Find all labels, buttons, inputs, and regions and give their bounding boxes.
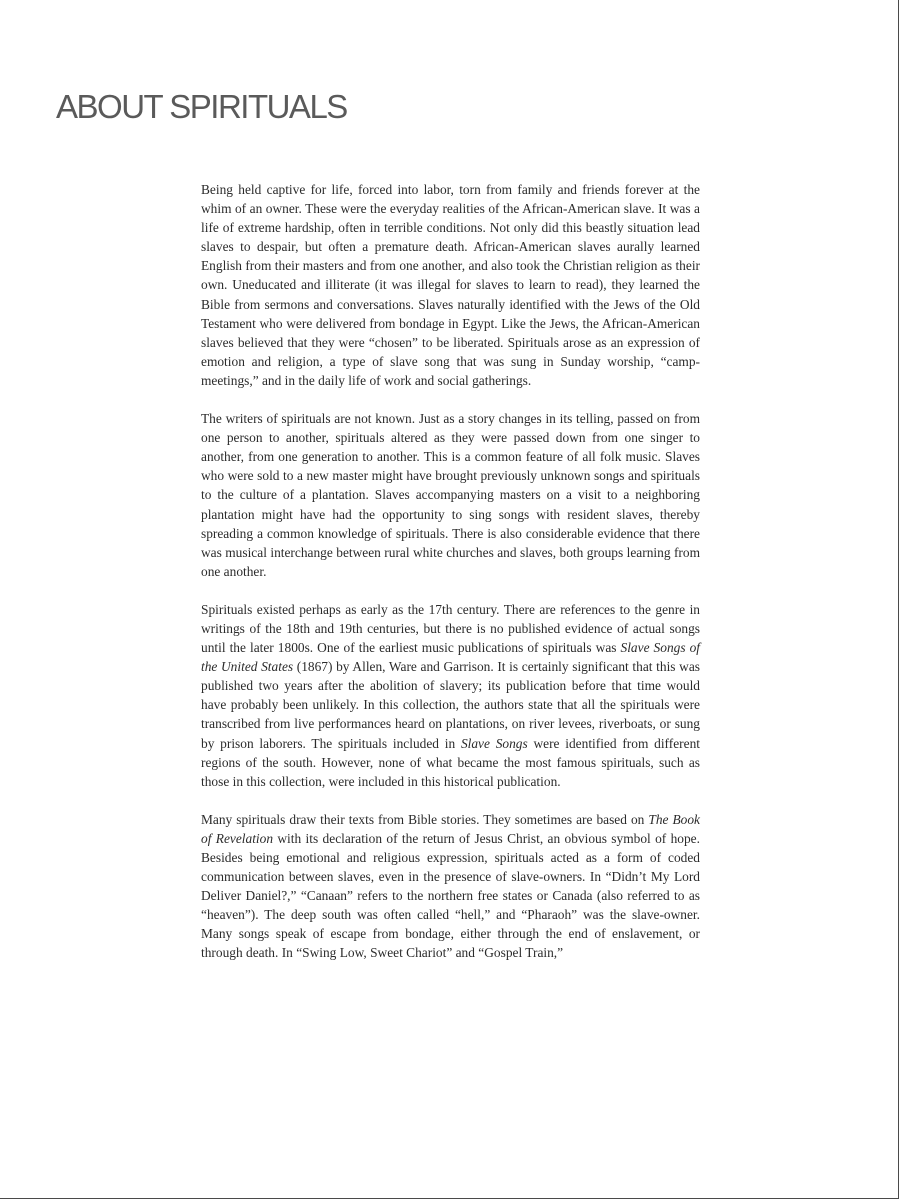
paragraph-text: The writers of spirituals are not known. Just as a story changes in its telling, passed on from one person to another, spirituals altered as they were passed down from one singer to another, from one generation to another. This is a common feature of all folk music. Slaves who were sold to a new master might have brought previously unknown songs and spirituals to the culture of a plantation. Slaves accompanying masters on a visit to a neighboring plantation might have had the opportunity to sing songs with resident slaves, thereby spreading a common knowledge of spirituals. There is also considerable evidence that there was musical interchange between rural white churches and slaves, both groups learning from one another. — [201, 411, 700, 579]
paragraph-text: were identified from different regions of the south. However, none of what became the most famous spirituals, such as those in this collection, were included in this historical publication. — [201, 735, 700, 789]
paragraph-text: (1867) by Allen, Ware and Garrison. It is certainly significant that this was published two years after the abolition of slavery; its publication before that time would have probably been unlikely. In this collection, the authors state that all the spirituals were transcribed from live performances heard on plantations, on river levees, riverboats, or sung by prison laborers. The spirituals included in — [201, 659, 700, 751]
book-title-italic: The Book of Revelation — [201, 811, 700, 846]
book-title-italic: Slave Songs of the United States — [201, 640, 700, 675]
paragraph-text: Spirituals existed perhaps as early as the 17th century. There are references to the genre in writings of the 18th and 19th centuries, but there is no published evidence of actual songs until the later 1800s. One of the earliest music publications of spirituals was — [201, 601, 700, 656]
page-title: ABOUT SPIRITUALS — [56, 88, 347, 125]
paragraph-2 — [201, 409, 700, 581]
paragraph-1 — [201, 180, 700, 390]
paragraph-3 — [201, 600, 700, 791]
paragraph-text: Being held captive for life, forced into labor, torn from family and friends forever at the whim of an owner. These were the everyday realities of the African-American slave. It was a life of extreme hardship, often in terrible conditions. Not only did this beastly situation lead slaves to despair, but often a premature death. African-American slaves aurally learned English from their masters and from one another, and also took the Christian religion as their own. Uneducated and illiterate (it was illegal for slaves to learn to read), they learned the Bible from sermons and conversations. Slaves naturally identified with the Jews of the Old Testament who were delivered from bondage in Egypt. Like the Jews, the African-American slaves believed that they were “chosen” to be liberated. Spirituals arose as an expression of emotion and religion, a type of slave song that was sung in Sunday worship, “camp-meetings,” and in the daily life of work and social gatherings. — [201, 182, 700, 388]
article-body — [201, 180, 700, 982]
paragraph-4 — [201, 810, 700, 963]
paragraph-text: with its declaration of the return of Jesus Christ, an obvious symbol of hope. Besides being emotional and religious expression, spirituals acted as a form of coded communication between slaves, even in the presence of slave-owners. In “Didn’t My Lord Deliver Daniel?,” “Canaan” refers to the northern free states or Canada (also referred to as “heaven”). The deep south was often called “hell,” and “Pharaoh” was the slave-owner. Many songs speak of escape from bondage, either through the end of enslavement, or through death. In “Swing Low, Sweet Chariot” and “Gospel Train,” — [201, 830, 700, 961]
paragraph-text: Many spirituals draw their texts from Bible stories. They sometimes are based on — [201, 811, 649, 827]
book-title-italic: Slave Songs — [460, 735, 528, 751]
